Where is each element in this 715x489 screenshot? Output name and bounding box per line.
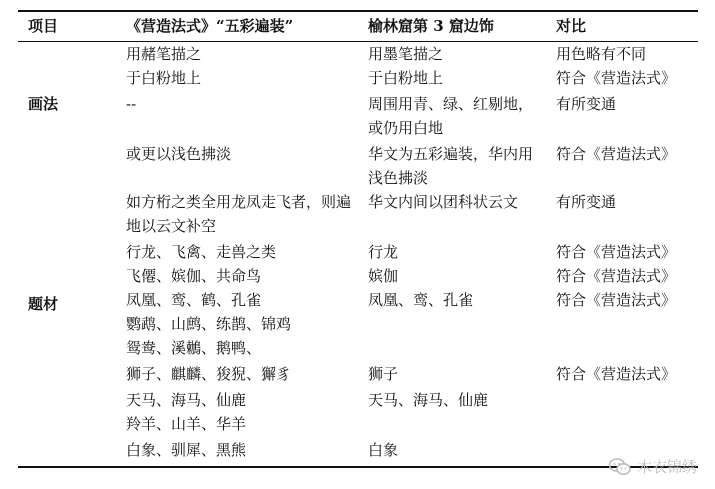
row-0-yingzao: 用赭笔描之 <box>126 45 202 63</box>
row-10-yingzao: 狮子、麒麟、狻猊、獬豸 <box>126 365 292 383</box>
row-12-yingzao: 羚羊、山羊、华羊 <box>126 415 247 433</box>
row-6-compare: 符合《营造法式》 <box>556 267 677 285</box>
row-6-yulin: 嫔伽 <box>368 267 399 285</box>
header-compare: 对比 <box>556 17 587 35</box>
row-0-yulin: 用墨笔描之 <box>368 45 444 63</box>
row-5-yulin: 行龙 <box>368 243 399 261</box>
row-2-compare: 有所变通 <box>556 95 617 113</box>
top-rule <box>18 10 698 12</box>
row-4-yulin: 华文内间以团科状云文 <box>368 193 519 211</box>
row-1-compare: 符合《营造法式》 <box>556 69 677 87</box>
bottom-rule <box>18 466 698 468</box>
watermark <box>609 456 697 477</box>
row-8-yingzao: 鹦鹉、山鹧、练鹊、锦鸡 <box>126 315 292 333</box>
row-0-compare: 用色略有不同 <box>556 45 647 63</box>
section-ticai: 题材 <box>28 295 59 313</box>
row-3-yingzao: 或更以浅色拂淡 <box>126 145 232 163</box>
header-yulin: 榆林窟第 3 窟边饰 <box>368 17 494 35</box>
row-13-yingzao: 白象、驯犀、黑熊 <box>126 441 247 459</box>
header-yingzao: 《营造法式》“五彩遍装” <box>126 17 294 35</box>
row-7-yingzao: 凤凰、鸾、鹤、孔雀 <box>126 291 262 309</box>
row-5-compare: 符合《营造法式》 <box>556 243 677 261</box>
row-9-yingzao: 鸳鸯、溪鶒、鹅鸭、 <box>126 339 262 357</box>
row-5-yingzao: 行龙、飞禽、走兽之类 <box>126 243 277 261</box>
row-7-compare: 符合《营造法式》 <box>556 291 677 309</box>
row-13-yulin: 白象 <box>368 441 399 459</box>
row-11-yulin: 天马、海马、仙鹿 <box>368 391 489 409</box>
row-2-yingzao: -- <box>126 95 137 113</box>
row-6-yingzao: 飞僊、嫔伽、共命鸟 <box>126 267 262 285</box>
row-3-yulin: 华文为五彩遍装，华内用浅色拂淡 <box>368 145 534 187</box>
row-10-yulin: 狮子 <box>368 365 399 383</box>
row-4-compare: 有所变通 <box>556 193 617 211</box>
row-1-yingzao: 于白粉地上 <box>126 69 202 87</box>
row-7-yulin: 凤凰、鸾、孔雀 <box>368 291 474 309</box>
watermark-text: 木衣锦绣 <box>636 458 697 476</box>
header-item: 项目 <box>28 17 59 35</box>
row-11-yingzao: 天马、海马、仙鹿 <box>126 391 247 409</box>
row-1-yulin: 于白粉地上 <box>368 69 444 87</box>
row-10-compare: 符合《营造法式》 <box>556 365 677 383</box>
section-huafa: 画法 <box>28 95 59 113</box>
row-2-yulin: 周围用青、绿、红剔地，或仍用白地 <box>368 95 534 137</box>
row-4-yingzao: 如方桁之类全用龙凤走飞者，则遍地以云文补空 <box>126 193 352 235</box>
wechat-icon <box>609 458 631 476</box>
row-3-compare: 符合《营造法式》 <box>556 145 677 163</box>
